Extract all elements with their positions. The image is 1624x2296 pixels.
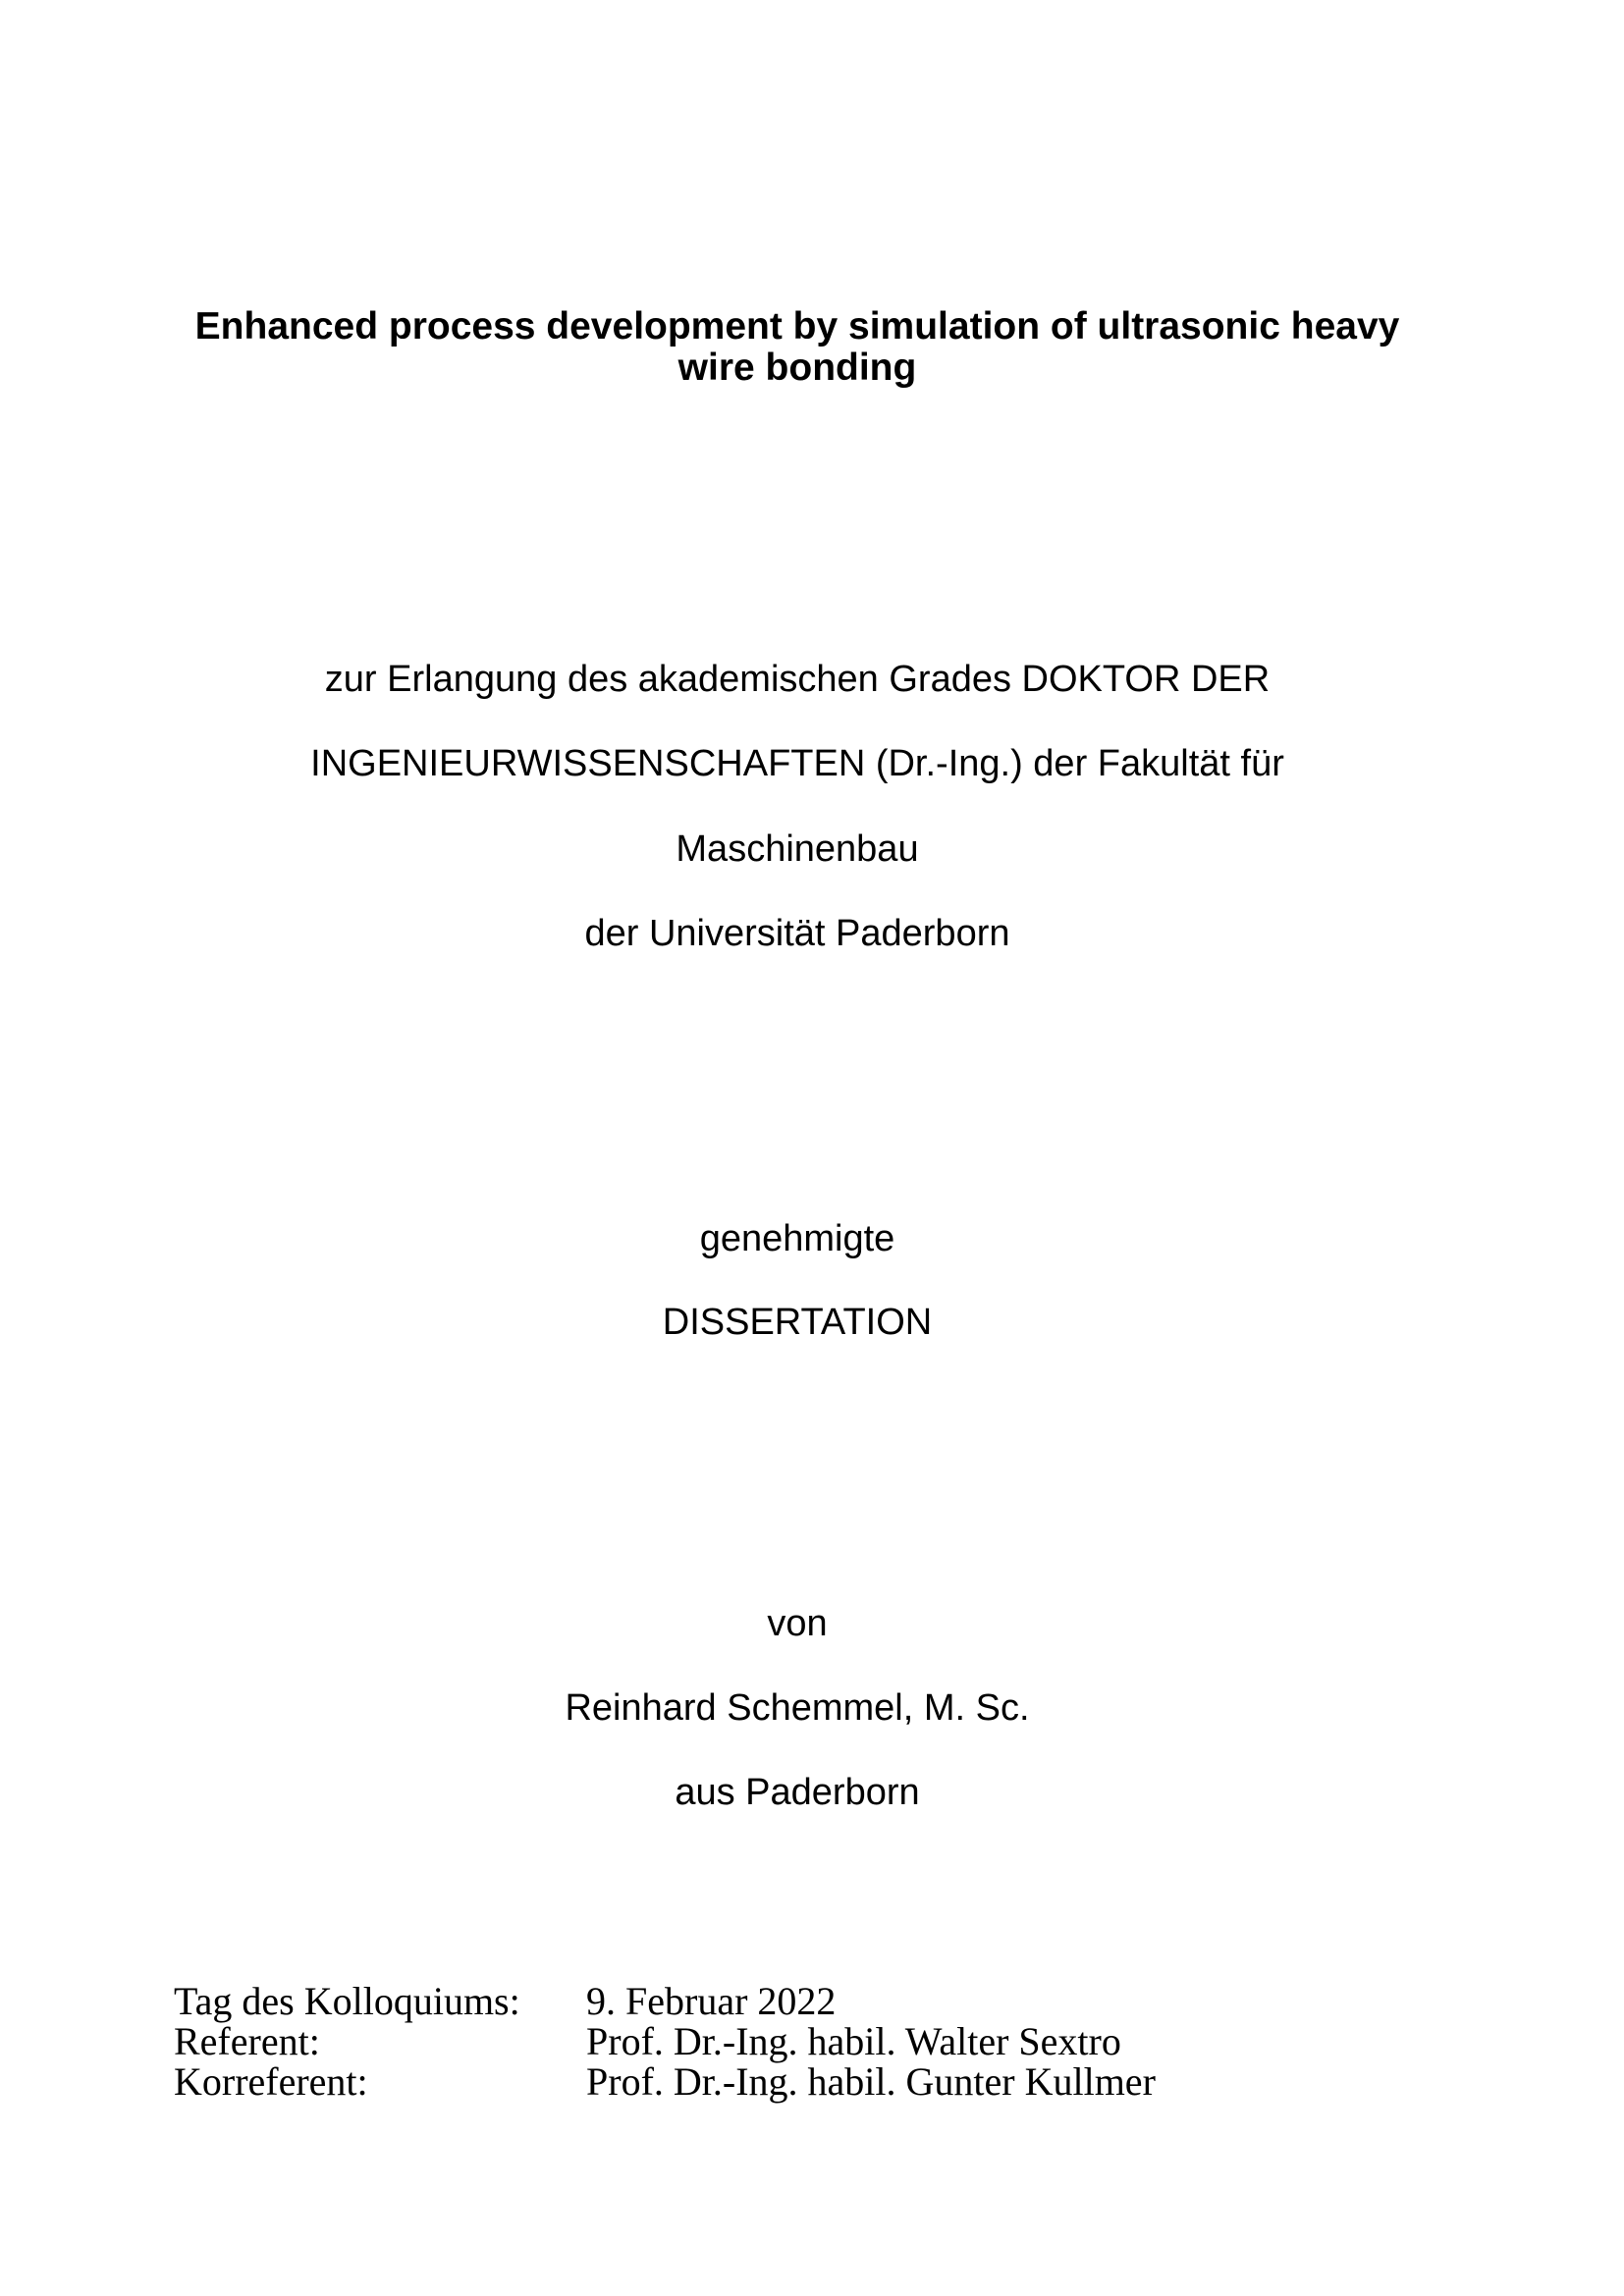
committee-info bbox=[174, 1981, 1156, 2102]
co-referee-label: Korreferent: bbox=[174, 2059, 368, 2104]
degree-line-2: INGENIEURWISSENSCHAFTEN (Dr.-Ing.) der Fakultät für bbox=[310, 743, 1284, 784]
colloquium-date-label: Tag des Kolloquiums: bbox=[174, 1979, 520, 2023]
degree-line-4: der Universität Paderborn bbox=[584, 913, 1010, 954]
referee-row bbox=[174, 2021, 1156, 2061]
title-line-2: wire bonding bbox=[677, 347, 917, 389]
degree-line-3: Maschinenbau bbox=[676, 828, 919, 870]
co-referee-row bbox=[174, 2061, 1156, 2102]
author-origin: aus Paderborn bbox=[675, 1772, 920, 1813]
author-by: von bbox=[767, 1603, 828, 1644]
colloquium-date-value: 9. Februar 2022 bbox=[586, 1979, 837, 2023]
co-referee-value: Prof. Dr.-Ing. habil. Gunter Kullmer bbox=[586, 2059, 1156, 2104]
referee-label: Referent: bbox=[174, 2019, 320, 2063]
approved-label: genehmigte bbox=[699, 1218, 895, 1259]
colloquium-date-row bbox=[174, 1981, 1156, 2021]
dissertation-label: DISSERTATION bbox=[662, 1302, 933, 1343]
title-line-1: Enhanced process development by simulation of ultrasonic heavy bbox=[194, 305, 1400, 347]
degree-line-1: zur Erlangung des akademischen Grades DOKTOR DER bbox=[324, 659, 1271, 700]
dissertation-title bbox=[0, 306, 1595, 389]
referee-value: Prof. Dr.-Ing. habil. Walter Sextro bbox=[586, 2019, 1121, 2063]
author-name: Reinhard Schemmel, M. Sc. bbox=[565, 1687, 1030, 1729]
